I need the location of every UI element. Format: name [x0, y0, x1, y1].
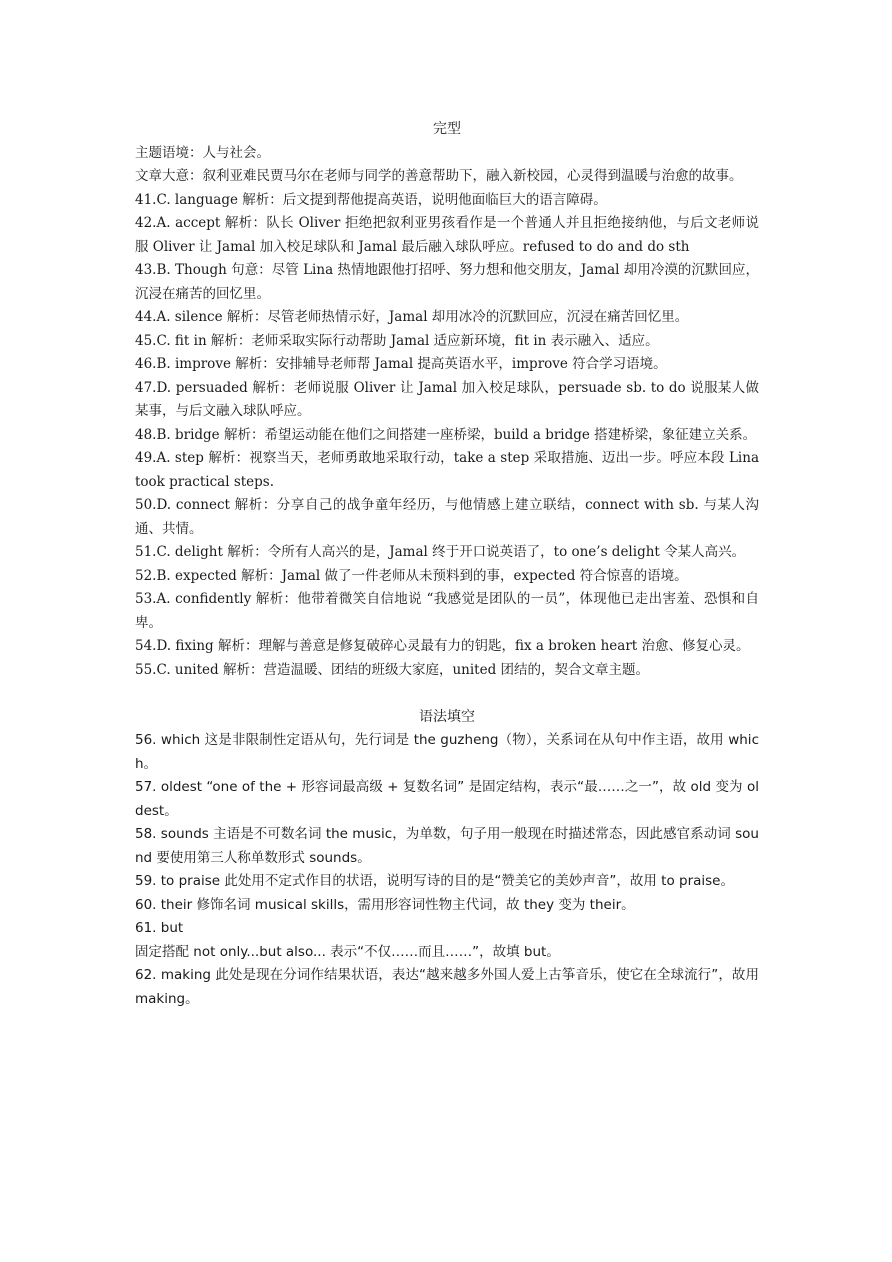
answer-43: 43.B. Though 句意：尽管 Lina 热情地跟他打招呼、努力想和他交朋友，Jamal 却用冷漠的沉默回应，沉浸在痛苦的回忆里。 — [135, 262, 759, 302]
summary-paragraph: 文章大意：叙利亚难民贾马尔在老师与同学的善意帮助下，融入新校园，心灵得到温暖与治愈的故事。 — [135, 168, 743, 184]
document-page — [135, 118, 759, 1011]
answer-47: 47.D. persuaded 解析：老师说服 Oliver 让 Jamal 加入校足球队，persuade sb. to do 说服某人做某事，与后文融入球队呼应。 — [135, 379, 759, 419]
answer-59: 59. to praise 此处用不定式作目的状语，说明写诗的目的是“赞美它的美妙声音”，故用 to praise。 — [135, 873, 734, 889]
answer-48: 48.B. bridge 解析：希望运动能在他们之间搭建一座桥梁，build a bridge 搭建桥梁，象征建立关系。 — [135, 426, 757, 443]
answer-58: 58. sounds 主语是不可数名词 the music，为单数，句子用一般现在时描述常态，因此感官系动词 sound 要使用第三人称单数形式 sounds。 — [135, 826, 759, 866]
answer-51: 51.C. delight 解析：令所有人高兴的是，Jamal 终于开口说英语了，to one’s delight 令某人高兴。 — [135, 544, 746, 560]
answer-57: 57. oldest “one of the + 形容词最高级 + 复数名词” 是固定结构，表示“最……之一”，故 old 变为 oldest。 — [135, 779, 759, 819]
answer-60: 60. their 修饰名词 musical skills，需用形容词性物主代词，故 they 变为 their。 — [135, 896, 635, 913]
section-spacer — [135, 682, 759, 706]
answer-45: 45.C. fit in 解析：老师采取实际行动帮助 Jamal 适应新环境，fit in 表示融入、适应。 — [135, 332, 659, 349]
answer-61: 61. but — [135, 920, 184, 936]
theme-line: 主题语境：人与社会。 — [135, 144, 270, 161]
grammar-section — [135, 706, 759, 1012]
answer-62: 62. making 此处是现在分词作结果状语，表达“越来越多外国人爱上古筝音乐，使它在全球流行”，故用 making。 — [135, 967, 759, 1007]
answer-42: 42.A. accept 解析：队长 Oliver 拒绝把叙利亚男孩看作是一个普通人并且拒绝接纳他，与后文老师说服 Oliver 让 Jamal 加入校足球队和 Jamal 最后融入球队呼应。refused to do and do sth — [135, 215, 759, 255]
answer-44: 44.A. silence 解析：尽管老师热情示好，Jamal 却用冰冷的沉默回应，沉浸在痛苦回忆里。 — [135, 309, 689, 325]
cloze-section-title: 完型 — [433, 121, 461, 137]
answer-52: 52.B. expected 解析：Jamal 做了一件老师从未预料到的事，expected 符合惊喜的语境。 — [135, 567, 688, 584]
answer-41: 41.C. language 解析：后文提到帮他提高英语，说明他面临巨大的语言障碍。 — [135, 191, 607, 208]
cloze-section — [135, 118, 759, 682]
answer-49: 49.A. step 解析：视察当天，老师勇敢地采取行动，take a step 采取措施、迈出一步。呼应本段 Lina took practical steps. — [135, 450, 759, 490]
answer-46: 46.B. improve 解析：安排辅导老师帮 Jamal 提高英语水平，improve 符合学习语境。 — [135, 356, 667, 372]
answer-55: 55.C. united 解析：营造温暖、团结的班级大家庭，united 团结的，契合文章主题。 — [135, 661, 650, 678]
answer-54: 54.D. fixing 解析：理解与善意是修复破碎心灵最有力的钥匙，fix a broken heart 治愈、修复心灵。 — [135, 638, 750, 654]
answer-56: 56. which 这是非限制性定语从句，先行词是 the guzheng（物），关系词在从句中作主语，故用 which。 — [135, 732, 759, 772]
answer-53: 53.A. confidently 解析：他带着微笑自信地说 “我感觉是团队的一员”，体现他已走出害羞、恐惧和自卑。 — [135, 591, 759, 631]
grammar-section-title: 语法填空 — [419, 708, 475, 725]
answer-61-explanation: 固定搭配 not only...but also... 表示“不仅……而且……”，故填 but。 — [135, 943, 560, 960]
answer-50: 50.D. connect 解析：分享自己的战争童年经历，与他情感上建立联结，connect with sb. 与某人沟通、共情。 — [135, 497, 759, 537]
